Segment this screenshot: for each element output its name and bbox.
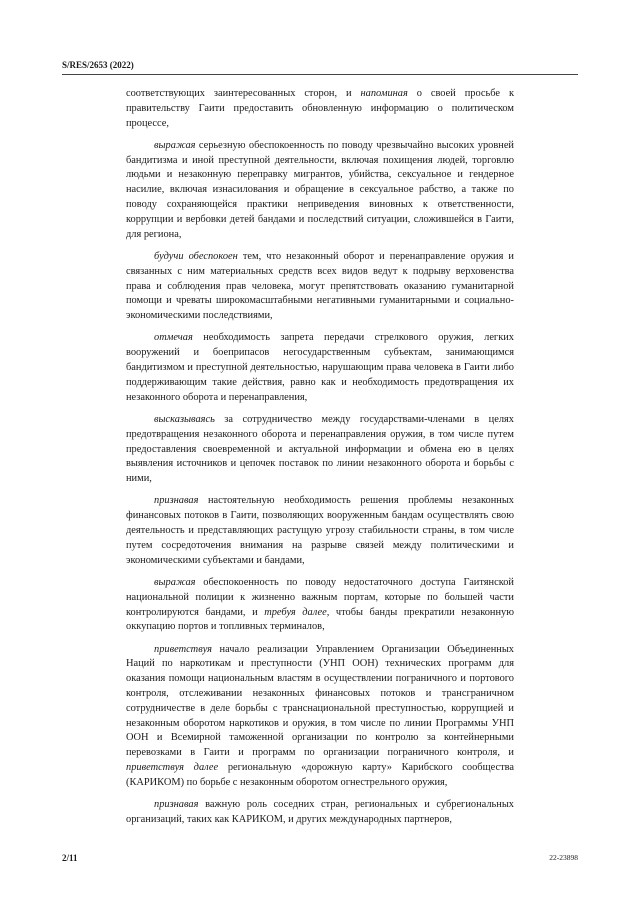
paragraph-text: обеспокоенность по поводу недостаточного доступа Гаитянской национальной полиции к жизненно важным портам, которые по большей части контролируются бандами, и	[126, 576, 514, 618]
paragraph-text-2: о своей просьбе к правительству Гаити предоставить обновленную информацию о политическом процессе,	[126, 88, 514, 129]
paragraph	[126, 413, 514, 487]
paragraph-text: начало реализации Управлением Организации Объединенных Наций по наркотикам и преступности (УНП ООН) технических программ для оказания помощи национальным властям в осуществлении пограничного и портового контроля, отслеживании незаконных финансовых потоков и трансграничном сотрудничестве в деле борьбы с транснациональной преступностью, коррупцией и незаконным оборотом наркотиков и оружия, в том числе по линии Программы УНП ООН и Всемирной таможенной организации по контролю за контейнерными перевозками в Гаити и программ по организации пограничного контроля, и	[126, 643, 514, 759]
paragraph-text-2: региональную «дорожную карту» Карибского сообщества (КАРИКОМ) по борьбе с незаконным оборотом огнестрельного оружия,	[126, 761, 514, 788]
paragraph-text: необходимость запрета передачи стрелкового оружия, легких вооружений и боеприпасов негосударственным субъектам, занимающимся бандитизмом и преступной деятельностью, нарушающим права человека в Гаити либо поддерживающим такие действия, равно как и необходимость предотвращения их незаконного оборота и перенаправления,	[126, 332, 514, 403]
document-symbol: S/RES/2653 (2022)	[62, 60, 134, 70]
paragraph-lead: признавая	[154, 799, 199, 811]
paragraph-text: соответствующих заинтересованных сторон, и	[126, 88, 361, 99]
paragraph	[126, 331, 514, 405]
paragraph-text: за сотрудничество между государствами-членами в целях предотвращения незаконного оборота и перенаправления оружия, в том числе путем предоставления своевременной и актуальной информации и обмена ею в целях выявления источников и цепочек поставок по линии незаконного оборота и борьбы с ними,	[126, 413, 514, 485]
paragraph	[126, 87, 514, 131]
paragraph-lead: выражая	[154, 139, 196, 151]
paragraph-text: важную роль соседних стран, региональных и субрегиональных организаций, таких как КАРИКОМ, и других международных партнеров,	[126, 799, 514, 825]
paragraph-text: серьезную обеспокоенность по поводу чрезвычайно высоких уровней бандитизма и иной преступной деятельности, включая похищения людей, торговлю людьми и незаконную переправку мигрантов, убийства, сексуальное и гендерное насилие, включая изнасилования и обращение в сексуальное рабство, а также по поводу сохраняющейся практики неприведения виновных к ответственности, коррупции и вербовки детей бандами и последствий ситуации, сложившейся в Гаити, для региона,	[126, 139, 514, 240]
paragraph-lead-2: напоминая	[360, 88, 408, 99]
paragraph-lead-2: требуя далее,	[264, 606, 330, 618]
paragraph-text: настоятельную необходимость решения проблемы незаконных финансовых потоков в Гаити, позволяющих вооруженным бандам осуществлять свою деятельность и представляющих растущую угрозу стабильности страны, в том числе путем сосредоточения внимания на разрыве связей между политическими и экономическими субъектами и бандами,	[126, 495, 514, 566]
document-number: 22-23898	[549, 853, 578, 862]
paragraph-text: тем, что незаконный оборот и перенаправление оружия и связанных с ним материальных средств всех видов ведут к подрыву верховенства права и соблюдения прав человека, могут препятствовать оказанию гуманитарной помощи и чреваты широкомасштабными негативными гуманитарными и социально-экономическими последствиями,	[126, 250, 514, 322]
paragraph	[126, 494, 514, 568]
paragraph-lead: приветствуя	[154, 643, 212, 655]
paragraph-lead-2: приветствуя далее	[126, 761, 219, 773]
paragraph-lead: признавая	[154, 495, 199, 507]
paragraph	[126, 798, 514, 828]
page-number: 2/11	[62, 853, 78, 863]
paragraph-lead: будучи обеспокоен	[154, 250, 238, 262]
paragraph-text-2: чтобы банды прекратили незаконную оккупацию портов и топливных терминалов,	[126, 606, 514, 633]
header-rule	[62, 74, 578, 75]
resolution-body	[126, 87, 514, 835]
paragraph	[126, 139, 514, 243]
paragraph-lead: выражая	[154, 576, 196, 588]
paragraph-lead: высказываясь	[154, 413, 215, 425]
paragraph	[126, 250, 514, 324]
paragraph	[126, 576, 514, 635]
paragraph	[126, 643, 514, 791]
paragraph-lead: отмечая	[154, 332, 193, 344]
